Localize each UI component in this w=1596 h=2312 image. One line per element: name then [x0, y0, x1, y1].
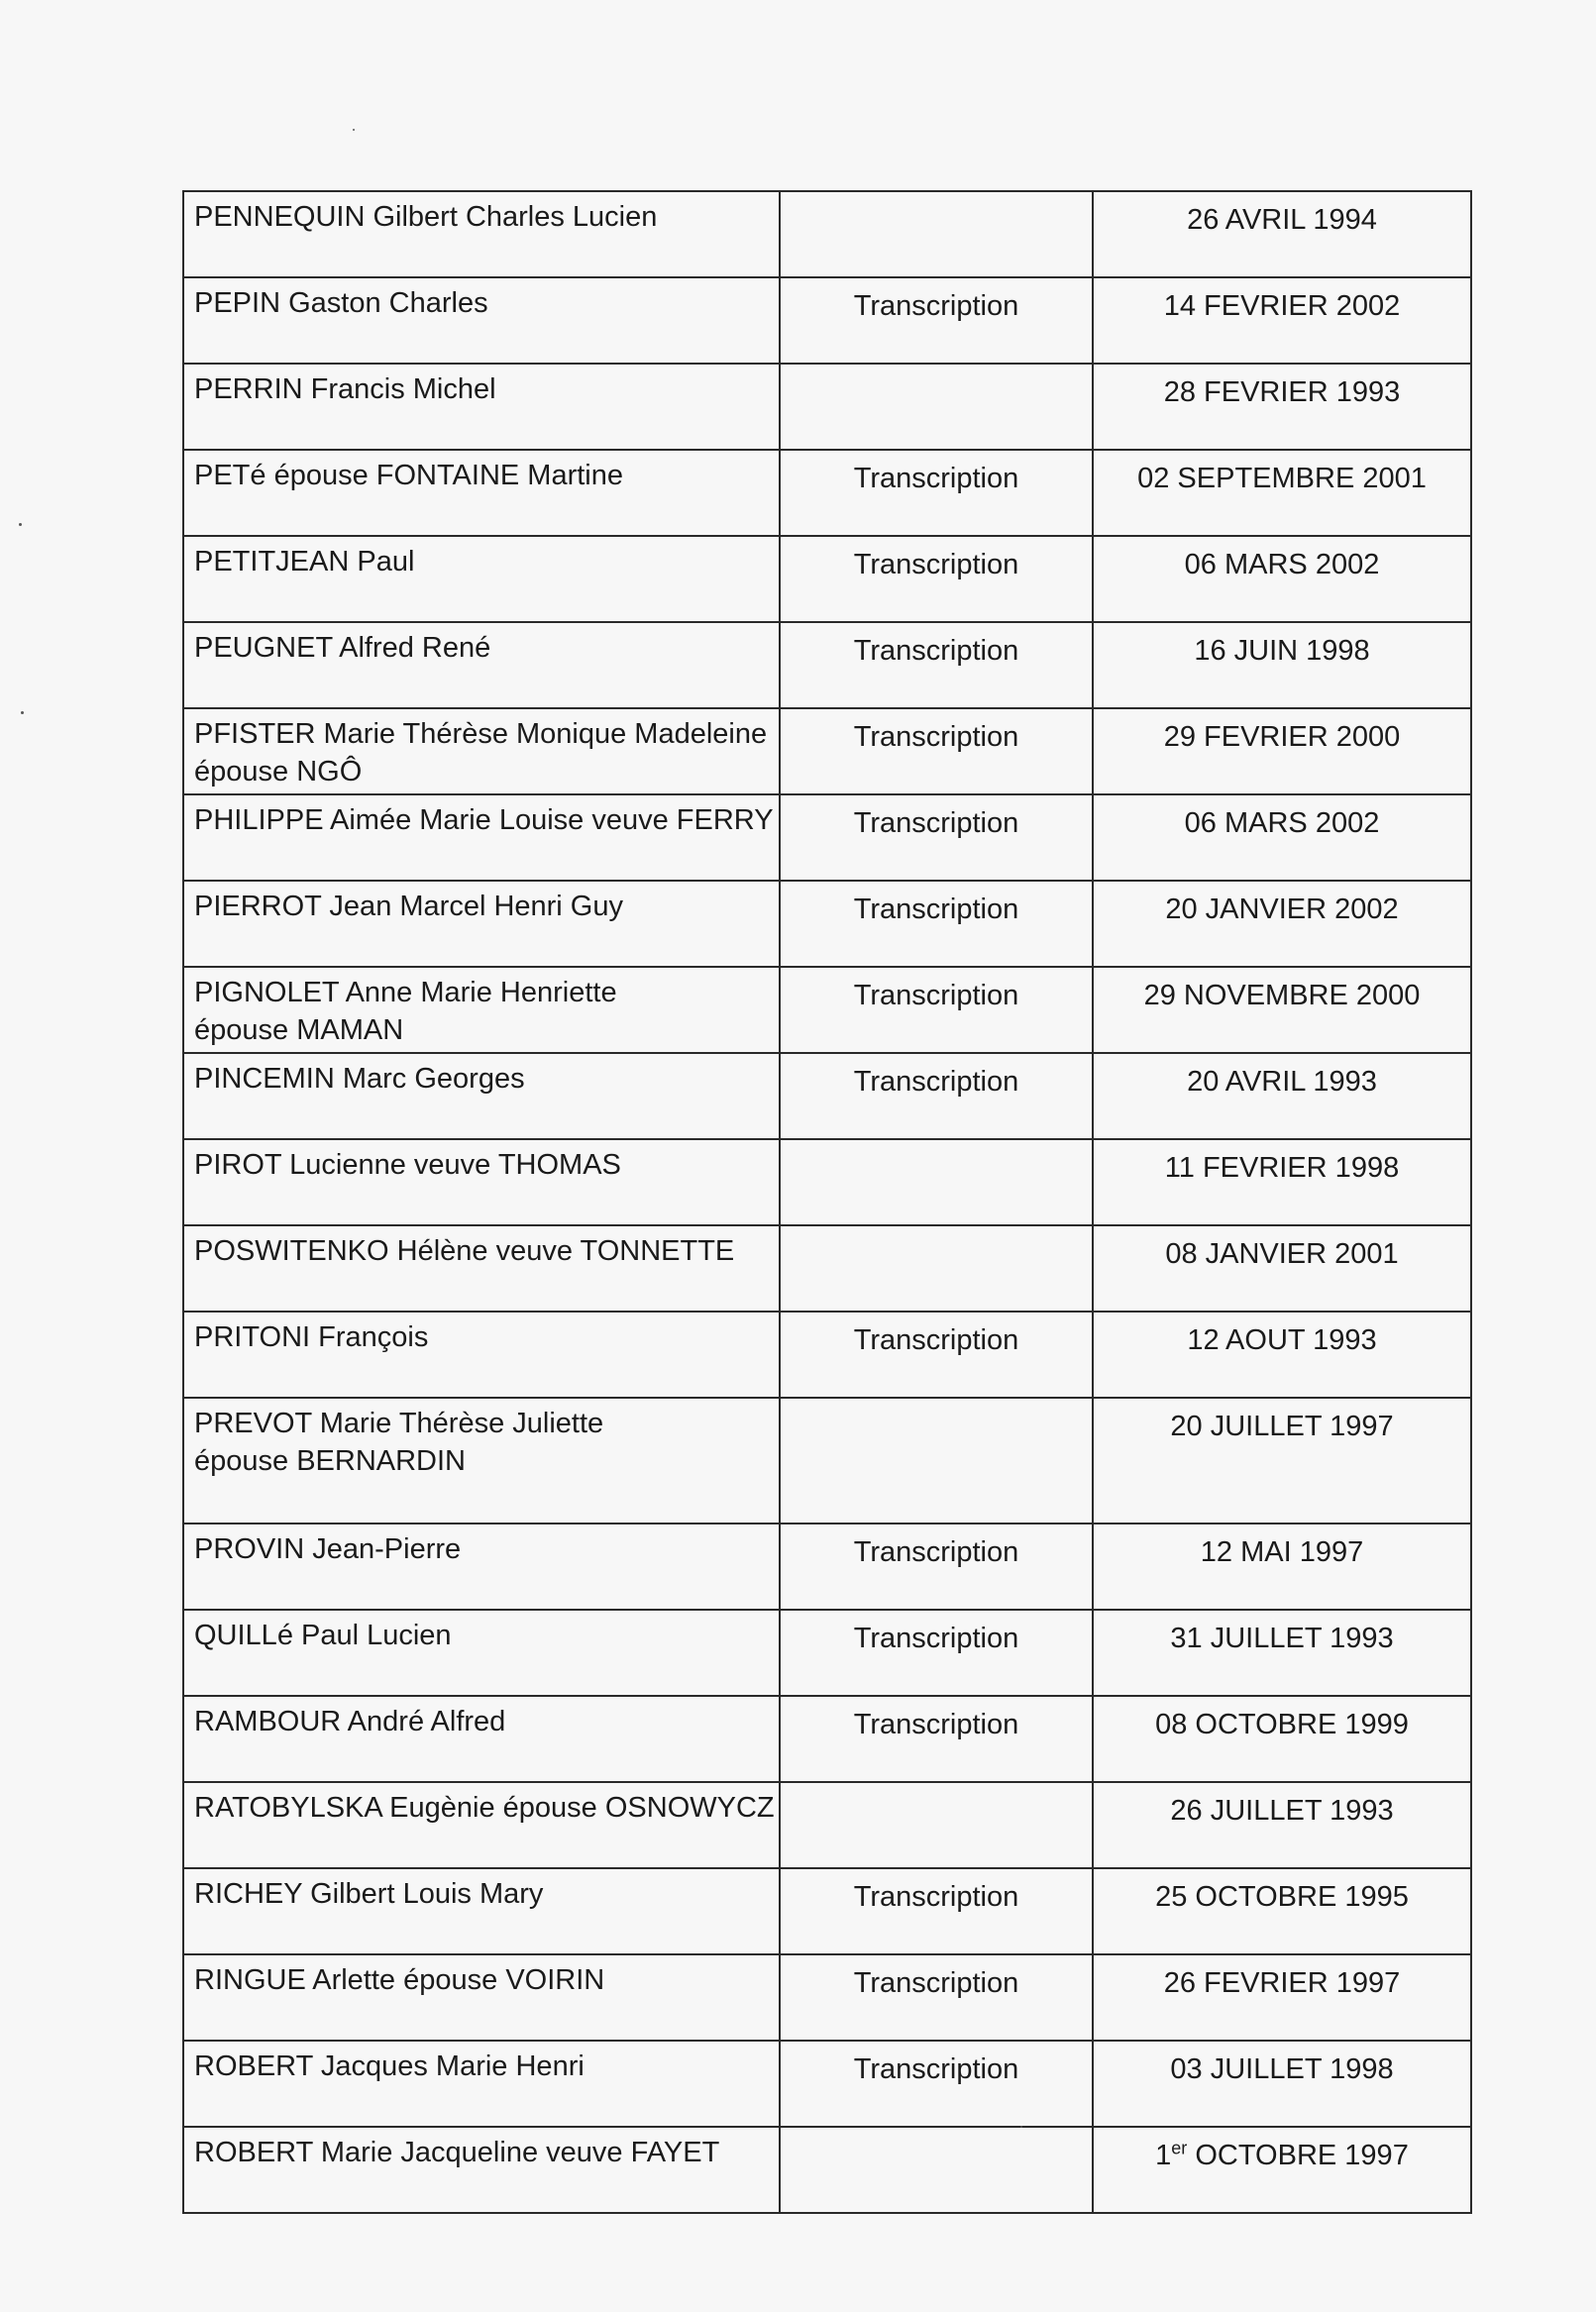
record-type: Transcription	[853, 1324, 1019, 1356]
date-cell	[1093, 1782, 1471, 1868]
date-ordinal-suffix: er	[1171, 2138, 1188, 2158]
name-cell	[183, 1782, 780, 1868]
record-type-cell	[780, 1053, 1093, 1139]
person-name-line: RICHEY Gilbert Louis Mary	[194, 1878, 544, 1910]
table-row	[183, 881, 1471, 967]
record-type-cell	[780, 364, 1093, 450]
person-name-line: RATOBYLSKA Eugènie épouse OSNOWYCZ	[194, 1792, 775, 1824]
name-cell	[183, 1610, 780, 1696]
record-date: 20 AVRIL 1993	[1187, 1066, 1377, 1098]
name-cell	[183, 1139, 780, 1225]
record-type-cell	[780, 1225, 1093, 1312]
record-date: 12 AOUT 1993	[1187, 1324, 1377, 1356]
date-cell	[1093, 2127, 1471, 2213]
table-row	[183, 450, 1471, 536]
record-type-cell	[780, 1782, 1093, 1868]
record-date-rest: OCTOBRE 1997	[1187, 2140, 1409, 2171]
table-row	[183, 1696, 1471, 1782]
table-row	[183, 794, 1471, 881]
record-type: Transcription	[853, 1709, 1019, 1740]
record-type: Transcription	[853, 290, 1019, 322]
record-date: 26 FEVRIER 1997	[1163, 1967, 1401, 1999]
table-row	[183, 967, 1471, 1053]
date-cell	[1093, 1312, 1471, 1398]
record-type: Transcription	[853, 463, 1019, 494]
record-date: 29 FEVRIER 2000	[1163, 721, 1401, 753]
name-cell	[183, 1225, 780, 1312]
person-name-line: RAMBOUR André Alfred	[194, 1706, 506, 1737]
name-cell	[183, 881, 780, 967]
table-row	[183, 1524, 1471, 1610]
person-name-line: PETé épouse FONTAINE Martine	[194, 460, 624, 491]
record-type-cell	[780, 1610, 1093, 1696]
record-type-cell	[780, 708, 1093, 794]
date-cell	[1093, 2041, 1471, 2127]
table-row	[183, 191, 1471, 277]
person-name-line: épouse BERNARDIN	[194, 1445, 466, 1477]
date-cell	[1093, 536, 1471, 622]
date-cell	[1093, 1954, 1471, 2041]
record-type-cell	[780, 450, 1093, 536]
table-row	[183, 536, 1471, 622]
table-row	[183, 1225, 1471, 1312]
table-row	[183, 1139, 1471, 1225]
table-row	[183, 1398, 1471, 1524]
person-name-line: ROBERT Marie Jacqueline veuve FAYET	[194, 2137, 720, 2168]
record-type: Transcription	[853, 980, 1019, 1011]
record-type-cell	[780, 1139, 1093, 1225]
table-row	[183, 364, 1471, 450]
record-type-cell	[780, 1398, 1093, 1524]
person-name-line: PIERROT Jean Marcel Henri Guy	[194, 891, 623, 922]
record-type-cell	[780, 1312, 1093, 1398]
date-cell	[1093, 622, 1471, 708]
record-date: 16 JUIN 1998	[1194, 635, 1370, 667]
person-name-line: PEUGNET Alfred René	[194, 632, 491, 664]
record-date: 28 FEVRIER 1993	[1163, 376, 1401, 408]
record-type: Transcription	[853, 549, 1019, 580]
table-row	[183, 277, 1471, 364]
record-type-cell	[780, 191, 1093, 277]
record-date: 26 JUILLET 1993	[1170, 1795, 1394, 1827]
record-type-cell	[780, 1524, 1093, 1610]
record-type: Transcription	[853, 721, 1019, 753]
name-cell	[183, 708, 780, 794]
name-cell	[183, 277, 780, 364]
date-cell	[1093, 881, 1471, 967]
date-cell	[1093, 1139, 1471, 1225]
table-row	[183, 708, 1471, 794]
name-cell	[183, 536, 780, 622]
record-date: 26 AVRIL 1994	[1187, 204, 1377, 236]
name-cell	[183, 1312, 780, 1398]
date-cell	[1093, 450, 1471, 536]
table-row	[183, 1782, 1471, 1868]
register-body	[183, 191, 1471, 2213]
record-type-cell	[780, 1868, 1093, 1954]
record-type-cell	[780, 881, 1093, 967]
person-name-line: PIGNOLET Anne Marie Henriette	[194, 977, 617, 1008]
record-date: 03 JUILLET 1998	[1170, 2053, 1394, 2085]
person-name-line: ROBERT Jacques Marie Henri	[194, 2050, 585, 2082]
name-cell	[183, 967, 780, 1053]
name-cell	[183, 794, 780, 881]
name-cell	[183, 1524, 780, 1610]
record-type-cell	[780, 1954, 1093, 2041]
date-cell	[1093, 1225, 1471, 1312]
date-cell	[1093, 191, 1471, 277]
record-type-cell	[780, 277, 1093, 364]
name-cell	[183, 2041, 780, 2127]
register-table	[182, 190, 1472, 2214]
table-row	[183, 2041, 1471, 2127]
scan-speck	[21, 711, 24, 714]
person-name-line: PREVOT Marie Thérèse Juliette	[194, 1408, 604, 1439]
date-cell	[1093, 1696, 1471, 1782]
person-name-line: PENNEQUIN Gilbert Charles Lucien	[194, 201, 658, 233]
record-date: 02 SEPTEMBRE 2001	[1137, 463, 1427, 494]
table-row	[183, 622, 1471, 708]
date-cell	[1093, 1053, 1471, 1139]
record-type: Transcription	[853, 893, 1019, 925]
record-date: 11 FEVRIER 1998	[1164, 1152, 1400, 1184]
record-type-cell	[780, 967, 1093, 1053]
record-type: Transcription	[853, 1623, 1019, 1654]
date-cell	[1093, 1524, 1471, 1610]
name-cell	[183, 450, 780, 536]
record-date: 20 JUILLET 1997	[1170, 1411, 1394, 1442]
table-row	[183, 2127, 1471, 2213]
scan-speck	[1020, 2126, 1022, 2128]
person-name-line: PINCEMIN Marc Georges	[194, 1063, 525, 1095]
record-type: Transcription	[853, 1881, 1019, 1913]
table-row	[183, 1312, 1471, 1398]
person-name-line: POSWITENKO Hélène veuve TONNETTE	[194, 1235, 735, 1267]
record-date: 20 JANVIER 2002	[1165, 893, 1399, 925]
record-date: 12 MAI 1997	[1200, 1536, 1364, 1568]
person-name-line: PIROT Lucienne veuve THOMAS	[194, 1149, 621, 1181]
person-name-line: épouse NGÔ	[194, 756, 363, 788]
record-type: Transcription	[853, 635, 1019, 667]
record-date: 1	[1155, 2140, 1172, 2171]
table-row	[183, 1610, 1471, 1696]
scan-speck	[353, 129, 355, 131]
person-name-line: RINGUE Arlette épouse VOIRIN	[194, 1964, 605, 1996]
record-date: 29 NOVEMBRE 2000	[1143, 980, 1421, 1011]
name-cell	[183, 364, 780, 450]
name-cell	[183, 191, 780, 277]
date-cell	[1093, 967, 1471, 1053]
record-date: 06 MARS 2002	[1184, 549, 1380, 580]
person-name-line: PERRIN Francis Michel	[194, 373, 496, 405]
date-cell	[1093, 708, 1471, 794]
record-date: 14 FEVRIER 2002	[1163, 290, 1401, 322]
name-cell	[183, 1053, 780, 1139]
record-type: Transcription	[853, 2053, 1019, 2085]
name-cell	[183, 2127, 780, 2213]
record-type-cell	[780, 536, 1093, 622]
date-cell	[1093, 1398, 1471, 1524]
date-cell	[1093, 1610, 1471, 1696]
record-type: Transcription	[853, 1536, 1019, 1568]
table-row	[183, 1868, 1471, 1954]
table-row	[183, 1053, 1471, 1139]
name-cell	[183, 1398, 780, 1524]
name-cell	[183, 1868, 780, 1954]
record-type-cell	[780, 794, 1093, 881]
person-name-line: PRITONI François	[194, 1321, 429, 1353]
record-type: Transcription	[853, 807, 1019, 839]
record-type: Transcription	[853, 1066, 1019, 1098]
table-row	[183, 1954, 1471, 2041]
date-cell	[1093, 364, 1471, 450]
record-date: 06 MARS 2002	[1184, 807, 1380, 839]
name-cell	[183, 1696, 780, 1782]
person-name-line: QUILLé Paul Lucien	[194, 1620, 452, 1651]
record-date: 31 JUILLET 1993	[1170, 1623, 1394, 1654]
record-type: Transcription	[853, 1967, 1019, 1999]
date-cell	[1093, 277, 1471, 364]
scan-speck	[19, 523, 22, 526]
date-cell	[1093, 794, 1471, 881]
person-name-line: épouse MAMAN	[194, 1014, 404, 1046]
person-name-line: PROVIN Jean-Pierre	[194, 1533, 462, 1565]
date-cell	[1093, 1868, 1471, 1954]
record-type-cell	[780, 1696, 1093, 1782]
record-date: 08 OCTOBRE 1999	[1155, 1709, 1409, 1740]
record-type-cell	[780, 622, 1093, 708]
name-cell	[183, 1954, 780, 2041]
name-cell	[183, 622, 780, 708]
record-date: 25 OCTOBRE 1995	[1155, 1881, 1409, 1913]
person-name-line: PETITJEAN Paul	[194, 546, 415, 578]
record-type-cell	[780, 2041, 1093, 2127]
record-date: 08 JANVIER 2001	[1165, 1238, 1399, 1270]
record-type-cell	[780, 2127, 1093, 2213]
person-name-line: PHILIPPE Aimée Marie Louise veuve FERRY	[194, 804, 774, 836]
person-name-line: PEPIN Gaston Charles	[194, 287, 488, 319]
person-name-line: PFISTER Marie Thérèse Monique Madeleine	[194, 718, 768, 750]
